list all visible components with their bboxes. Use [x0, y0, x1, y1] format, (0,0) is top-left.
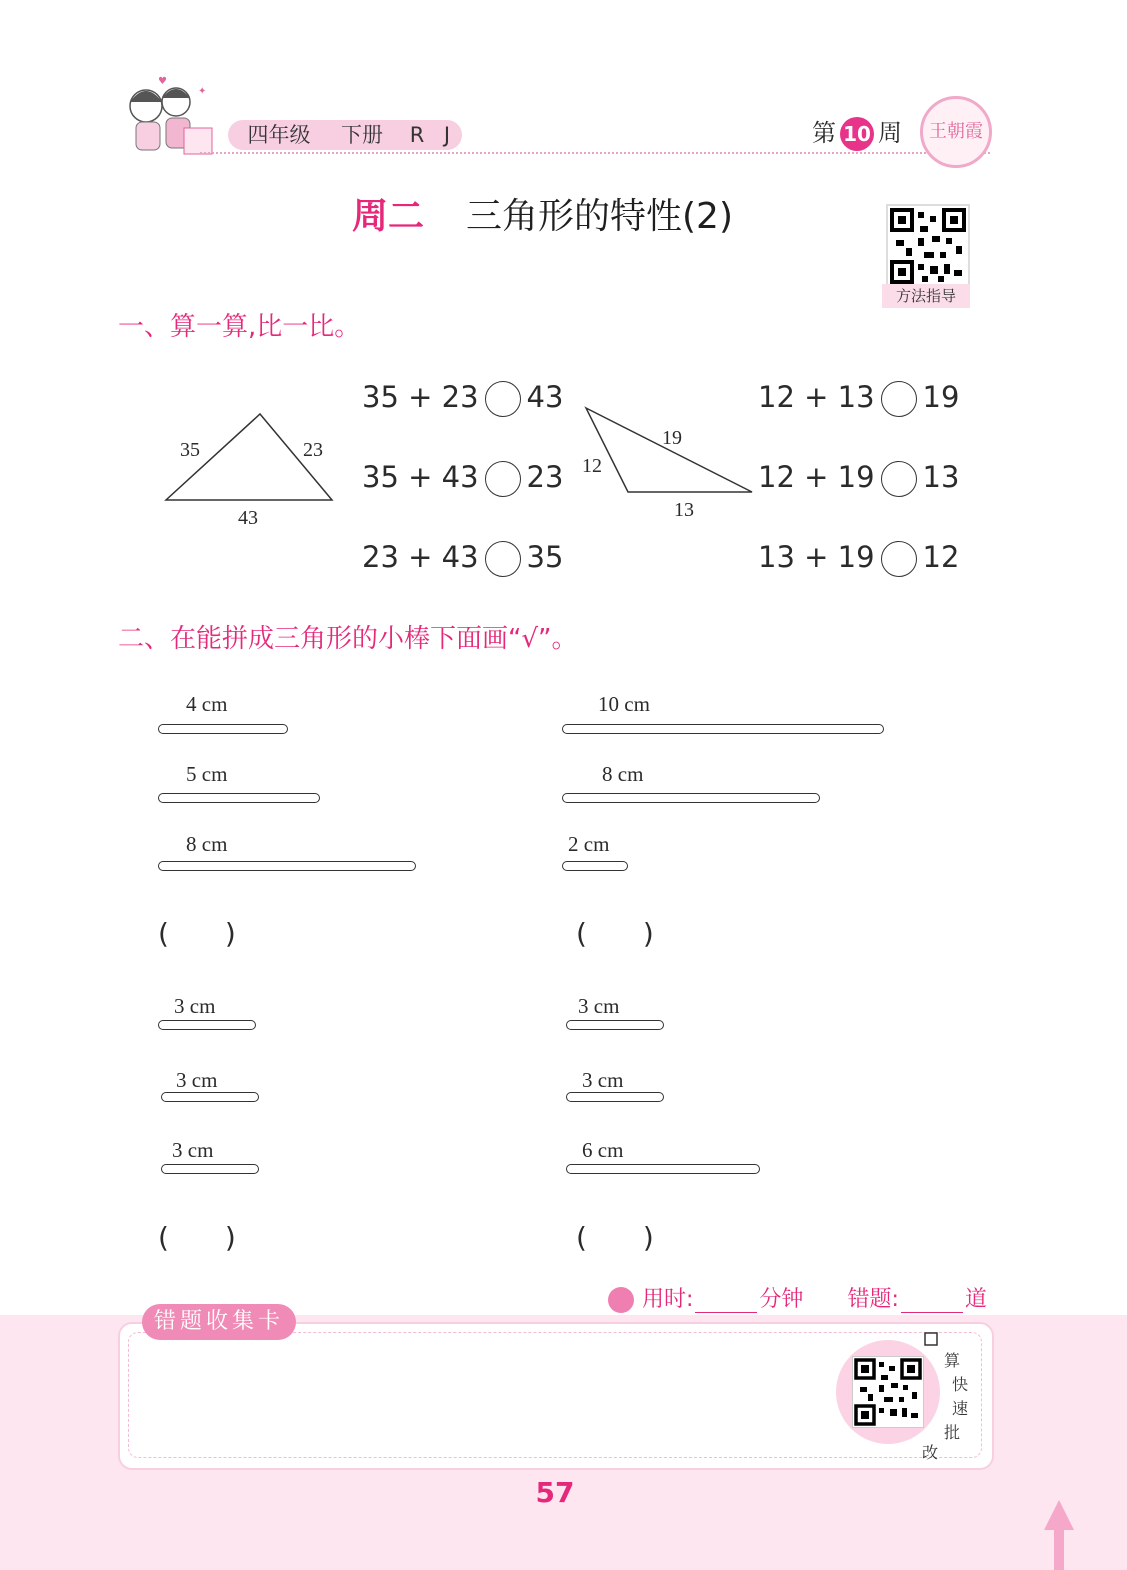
week-prefix: 第: [812, 119, 836, 147]
quick-check-char: 快: [952, 1375, 969, 1394]
week-suffix: 周: [878, 119, 902, 147]
answer-parentheses[interactable]: ( ): [158, 1221, 236, 1254]
errors-blank[interactable]: [901, 1292, 963, 1313]
expression-compare: 19: [922, 380, 960, 414]
title-day: 周二: [352, 196, 425, 237]
svg-text:✦: ✦: [198, 86, 207, 97]
answer-circle[interactable]: [881, 541, 917, 577]
expression-row: [758, 540, 959, 577]
grade-label: 四年级: [247, 123, 311, 147]
answer-circle[interactable]: [485, 541, 521, 577]
stick-label: 6 cm: [582, 1138, 624, 1162]
stick-label: 3 cm: [582, 1068, 624, 1092]
stick: [158, 793, 320, 803]
triangle-a-side-right: 23: [303, 439, 323, 461]
arrow-up-icon: [1044, 1500, 1074, 1570]
time-blank[interactable]: [695, 1292, 757, 1313]
triangle-b-side-top: 19: [662, 427, 682, 449]
triangle-b-figure: [574, 400, 764, 530]
mistake-card-title: 错题收集卡: [142, 1304, 296, 1340]
stick: [566, 1092, 664, 1102]
stick-label: 10 cm: [598, 692, 650, 716]
stick: [566, 1020, 664, 1030]
time-label: 用时:: [642, 1287, 694, 1312]
qr-code-icon[interactable]: [886, 204, 970, 288]
expression-compare: 13: [922, 460, 960, 494]
expression-row: [362, 540, 563, 577]
stick: [562, 724, 884, 734]
triangle-b-side-bottom: 13: [674, 499, 694, 521]
expression-compare: 43: [526, 380, 564, 414]
checkbox-icon[interactable]: [924, 1332, 938, 1346]
qr-code-icon[interactable]: [852, 1356, 924, 1428]
answer-circle[interactable]: [881, 381, 917, 417]
week-indicator: [812, 113, 902, 151]
answer-parentheses[interactable]: ( ): [576, 917, 654, 950]
triangle-b-side-left: 12: [582, 455, 602, 477]
brand-seal-logo: 王朝霞: [920, 96, 992, 168]
expression-sum: 35 + 43: [362, 460, 479, 494]
edition-letter-j: J: [443, 123, 451, 147]
expression-sum: 13 + 19: [758, 540, 875, 574]
expression-sum: 12 + 19: [758, 460, 875, 494]
section-1-heading: 一、算一算,比一比。: [118, 312, 361, 342]
expression-compare: 12: [922, 540, 960, 574]
stick: [158, 861, 416, 871]
expression-sum: 35 + 23: [362, 380, 479, 414]
answer-parentheses[interactable]: ( ): [158, 917, 236, 950]
errors-label: 错题:: [847, 1287, 899, 1312]
answer-circle[interactable]: [485, 381, 521, 417]
quick-check-char: 批: [944, 1423, 961, 1442]
page-number: 57: [535, 1476, 575, 1509]
timing-record: [608, 1282, 987, 1313]
answer-parentheses[interactable]: ( ): [576, 1221, 654, 1254]
stick: [158, 1020, 256, 1030]
expression-row: [758, 380, 959, 417]
expression-row: [362, 380, 563, 417]
errors-unit: 道: [964, 1287, 987, 1312]
page-title: 三角形的特性(2): [466, 196, 733, 237]
week-number-badge: 10: [840, 117, 874, 151]
triangle-a-side-left: 35: [180, 439, 200, 461]
stopwatch-icon: [608, 1287, 634, 1313]
answer-circle[interactable]: [485, 461, 521, 497]
expression-sum: 12 + 13: [758, 380, 875, 414]
stick-label: 3 cm: [176, 1068, 218, 1092]
triangle-a-side-bottom: 43: [238, 507, 258, 529]
quick-check-char: 改: [922, 1443, 939, 1462]
time-unit: 分钟: [759, 1287, 804, 1312]
expression-sum: 23 + 43: [362, 540, 479, 574]
stick-label: 5 cm: [186, 762, 228, 786]
triangle-a-figure: [160, 406, 340, 536]
stick-label: 8 cm: [186, 832, 228, 856]
expression-row: [362, 460, 563, 497]
section-2-heading: 二、在能拼成三角形的小棒下面画“√”。: [118, 624, 578, 654]
header-divider: [200, 152, 990, 154]
stick-label: 2 cm: [568, 832, 610, 856]
expression-row: [758, 460, 959, 497]
quick-check-char: 速: [952, 1399, 969, 1418]
expression-compare: 23: [526, 460, 564, 494]
stick: [566, 1164, 760, 1174]
stick-label: 4 cm: [186, 692, 228, 716]
stick: [161, 1164, 259, 1174]
qr-caption: 方法指导: [882, 284, 970, 308]
stick: [158, 724, 288, 734]
stick: [161, 1092, 259, 1102]
stick-label: 3 cm: [174, 994, 216, 1018]
volume-label: 下册: [341, 123, 383, 147]
stick-label: 3 cm: [578, 994, 620, 1018]
answer-circle[interactable]: [881, 461, 917, 497]
svg-text:♥: ♥: [158, 76, 167, 87]
edition-letter-r: R: [409, 123, 425, 147]
quick-check-char: 算: [944, 1351, 961, 1370]
kids-illustration: [118, 74, 218, 160]
stick-label: 8 cm: [602, 762, 644, 786]
stick-label: 3 cm: [172, 1138, 214, 1162]
stick: [562, 793, 820, 803]
expression-compare: 35: [526, 540, 564, 574]
stick: [562, 861, 628, 871]
